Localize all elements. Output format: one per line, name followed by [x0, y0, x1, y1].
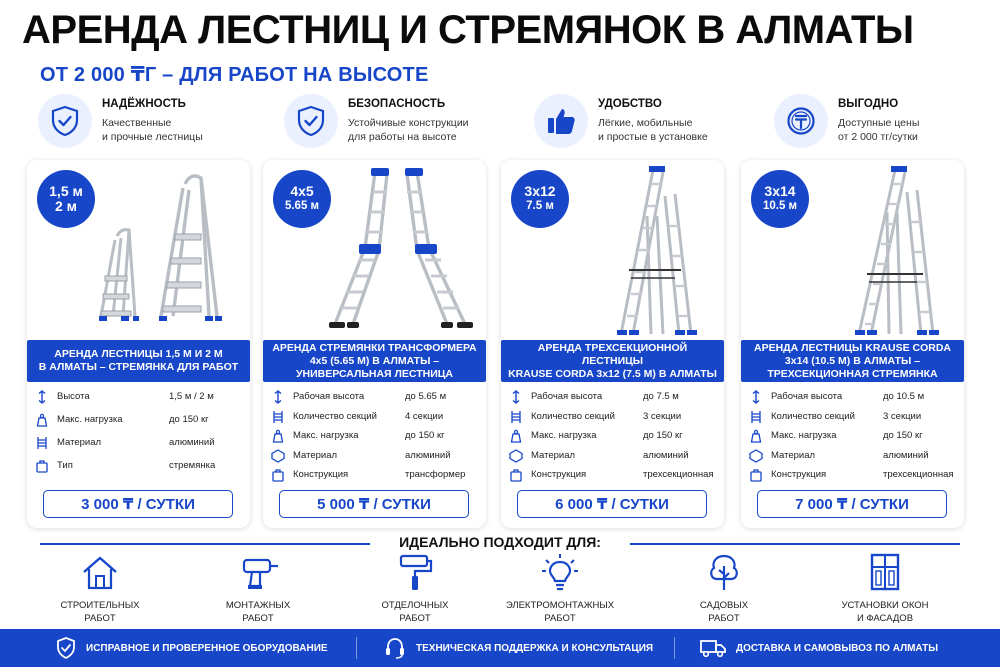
spec-row: Материал алюминий: [747, 447, 961, 467]
height-icon: [749, 390, 763, 404]
spec-row: Высота 1,5 м / 2 м: [33, 388, 247, 411]
feature-value: [774, 92, 1000, 154]
height-icon: [509, 390, 523, 404]
feature-desc: Устойчивые конструкции для работы на высоте: [348, 117, 469, 143]
product-card-krause-corda[interactable]: [741, 160, 964, 528]
delivery-truck-icon: [700, 638, 726, 658]
use-case-finishing: ОТДЕЛОЧНЫХ РАБОТ: [355, 552, 475, 625]
size-badge: 3x14 10.5 м: [751, 170, 809, 228]
spec-row: Конструкция трехсекционная: [507, 466, 721, 486]
use-case-garden: САДОВЫХ РАБОТ: [664, 552, 784, 625]
height-icon: [35, 390, 49, 404]
krause-corda-ladder-image: [791, 166, 961, 338]
footer-label: ТЕХНИЧЕСКАЯ ПОДДЕРЖКА И КОНСУЛЬТАЦИЯ: [416, 642, 654, 654]
weight-icon: [749, 429, 763, 443]
product-card-stepladder[interactable]: [27, 160, 250, 528]
weight-icon: [509, 429, 523, 443]
spec-row: Материал алюминий: [269, 447, 483, 467]
spec-row: Материал алюминий: [507, 447, 721, 467]
page-subtitle: ОТ 2 000 ₸Г – ДЛЯ РАБОТ НА ВЫСОТЕ: [40, 64, 429, 86]
weight-icon: [35, 413, 49, 427]
spec-row: Тип стремянка: [33, 457, 247, 480]
ideal-heading: ИДЕАЛЬНО ПОДХОДИТ ДЛЯ:: [399, 534, 601, 550]
use-case-assembly: МОНТАЖНЫХ РАБОТ: [198, 552, 318, 625]
tree-icon: [702, 552, 746, 592]
tenge-coin-icon: [774, 94, 828, 148]
card-banner: АРЕНДА СТРЕМЯНКИ ТРАНСФОРМЕРА 4x5 (5.65 М) В АЛМАТЫ – УНИВЕРСАЛЬНАЯ ЛЕСТНИЦА: [263, 340, 486, 382]
feature-title: БЕЗОПАСНОСТЬ: [348, 98, 446, 110]
spec-row: Количество секций 3 секции: [747, 408, 961, 428]
use-case-construction: СТРОИТЕЛЬНЫХ РАБОТ: [40, 552, 160, 625]
headset-icon: [384, 637, 406, 659]
shield-check-icon: [284, 94, 338, 148]
spec-row: Конструкция трехсекционная: [747, 466, 961, 486]
construction-icon: [271, 468, 285, 482]
sections-icon: [749, 410, 763, 424]
size-badge: 4x5 5.65 м: [273, 170, 331, 228]
footer-bar: [0, 629, 1000, 667]
weight-icon: [271, 429, 285, 443]
window-icon: [863, 552, 907, 592]
footer-divider: [674, 637, 675, 659]
spec-row: Количество секций 3 секции: [507, 408, 721, 428]
feature-convenience: [534, 92, 764, 154]
footer-label: ДОСТАВКА И САМОВЫВОЗ ПО АЛМАТЫ: [736, 642, 939, 654]
feature-safety: [284, 92, 514, 154]
house-icon: [78, 552, 122, 592]
spec-row: Макс. нагрузка до 150 кг: [269, 427, 483, 447]
sections-icon: [271, 410, 285, 424]
light-bulb-icon: [538, 552, 582, 592]
spec-row: Макс. нагрузка до 150 кг: [507, 427, 721, 447]
spec-row: Рабочая высота до 5.65 м: [269, 388, 483, 408]
feature-title: УДОБСТВО: [598, 98, 662, 110]
drill-icon: [236, 552, 280, 592]
use-case-windows: УСТАНОВКИ ОКОН И ФАСАДОВ: [825, 552, 945, 625]
product-card-three-section[interactable]: [501, 160, 724, 528]
price-button[interactable]: 5 000 ₸ / СУТКИ: [279, 490, 469, 518]
feature-title: ВЫГОДНО: [838, 98, 899, 110]
shield-check-icon: [38, 94, 92, 148]
spec-row: Макс. нагрузка до 150 кг: [33, 411, 247, 434]
page-title: АРЕНДА ЛЕСТНИЦ И СТРЕМЯНОК В АЛМАТЫ: [22, 8, 914, 52]
footer-item-delivery: [700, 629, 938, 667]
spec-row: Рабочая высота до 10.5 м: [747, 388, 961, 408]
stepladder-image: [77, 166, 247, 338]
spec-row: Количество секций 4 секции: [269, 408, 483, 428]
tag-icon: [35, 459, 49, 473]
card-banner: АРЕНДА ТРЕХСЕКЦИОННОЙ ЛЕСТНИЦЫ KRAUSE CORDA 3x12 (7.5 М) В АЛМАТЫ: [501, 340, 724, 382]
use-cases: [40, 552, 970, 627]
spec-row: Рабочая высота до 7.5 м: [507, 388, 721, 408]
footer-divider: [356, 637, 357, 659]
construction-icon: [509, 468, 523, 482]
spec-list: [507, 388, 721, 486]
use-case-electrical: ЭЛЕКТРОМОНТАЖНЫХ РАБОТ: [500, 552, 620, 625]
spec-list: [269, 388, 483, 486]
sections-icon: [509, 410, 523, 424]
height-icon: [271, 390, 285, 404]
thumbs-up-icon: [534, 94, 588, 148]
spec-list: [33, 388, 247, 480]
material-icon: [271, 449, 285, 463]
product-card-transformer[interactable]: [263, 160, 486, 528]
construction-icon: [749, 468, 763, 482]
spec-row: Материал алюминий: [33, 434, 247, 457]
card-banner: АРЕНДА ЛЕСТНИЦЫ 1,5 М И 2 М В АЛМАТЫ – СТРЕМЯНКА ДЛЯ РАБОТ: [27, 340, 250, 382]
material-icon: [749, 449, 763, 463]
ladder-icon: [35, 436, 49, 450]
shield-check-icon: [56, 637, 76, 659]
features-row: [38, 92, 968, 154]
price-button[interactable]: 7 000 ₸ / СУТКИ: [757, 490, 947, 518]
feature-desc: Лёгкие, мобильные и простые в установке: [598, 117, 708, 143]
price-button[interactable]: 6 000 ₸ / СУТКИ: [517, 490, 707, 518]
feature-desc: Качественные и прочные лестницы: [102, 117, 203, 143]
material-icon: [509, 449, 523, 463]
transformer-ladder-image: [313, 166, 483, 338]
spec-row: Макс. нагрузка до 150 кг: [747, 427, 961, 447]
spec-row: Конструкция трансформер: [269, 466, 483, 486]
feature-title: НАДЁЖНОСТЬ: [102, 98, 186, 110]
card-banner: АРЕНДА ЛЕСТНИЦЫ KRAUSE CORDA 3x14 (10.5 М) В АЛМАТЫ – ТРЕХСЕКЦИОННАЯ СТРЕМЯНКА: [741, 340, 964, 382]
price-button[interactable]: 3 000 ₸ / СУТКИ: [43, 490, 233, 518]
footer-item-equipment: [56, 629, 328, 667]
feature-reliability: [38, 92, 268, 154]
size-badge: 1,5 м 2 м: [37, 170, 95, 228]
three-section-ladder-image: [551, 166, 721, 338]
footer-item-support: [384, 629, 653, 667]
size-badge: 3x12 7.5 м: [511, 170, 569, 228]
footer-label: ИСПРАВНОЕ И ПРОВЕРЕННОЕ ОБОРУДОВАНИЕ: [86, 642, 328, 654]
paint-roller-icon: [393, 552, 437, 592]
spec-list: [747, 388, 961, 486]
feature-desc: Доступные цены от 2 000 тг/сутки: [838, 117, 920, 143]
